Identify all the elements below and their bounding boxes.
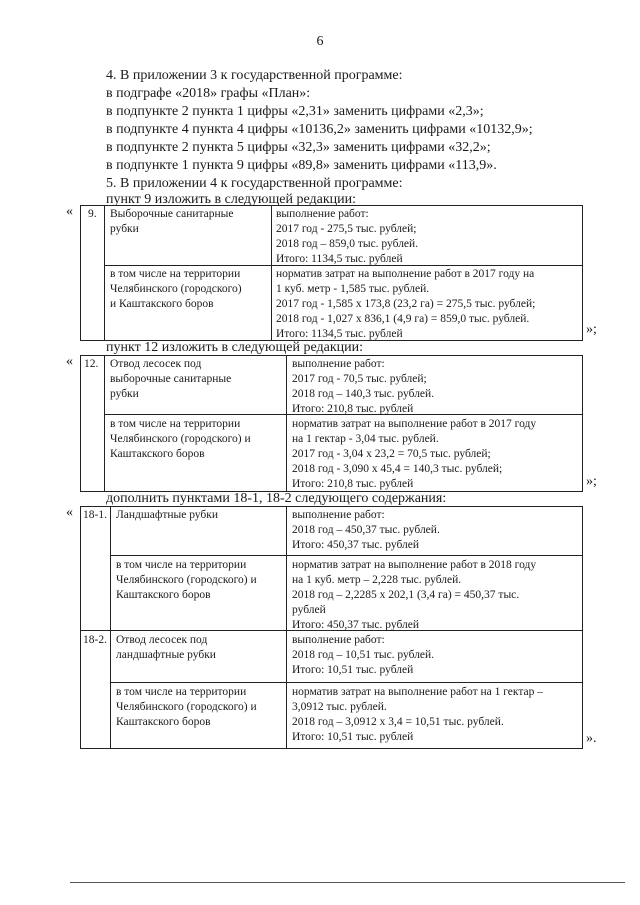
cell-line: 3,0912 тыс. рублей. <box>292 701 387 713</box>
sub-value <box>292 685 543 745</box>
item-number: 18-2. <box>83 634 107 646</box>
item-number: 18-1. <box>83 509 107 521</box>
cell-line: Каштакского боров <box>116 716 211 728</box>
cell-line: Отвод лесосек под <box>110 358 202 370</box>
cell-line: 2018 год – 140,3 тыс. рублей. <box>292 388 435 400</box>
cell-line: рубки <box>110 223 139 235</box>
open-quote: « <box>66 204 73 219</box>
col-divider <box>286 506 287 748</box>
item-name <box>110 357 231 402</box>
sub-name <box>110 417 251 462</box>
sub-name <box>116 558 257 603</box>
item-value <box>292 357 434 417</box>
cell-line: в том числе на территории <box>110 268 241 280</box>
row-divider <box>110 682 582 683</box>
open-quote: « <box>66 505 73 520</box>
cell-line: Каштакского боров <box>116 589 211 601</box>
cell-line: и Каштакского боров <box>110 298 214 310</box>
item-value <box>292 508 440 553</box>
cell-line: Каштакского боров <box>110 448 205 460</box>
cell-line: норматив затрат на выполнение работ в 2017 году на <box>276 268 535 280</box>
sub-value <box>292 558 536 633</box>
paragraph: в подпункте 4 пункта 4 цифры «10136,2» заменить цифрами «10132,9»; <box>106 122 533 137</box>
cell-line: Челябинского (городского) и <box>116 574 257 586</box>
cell-line: Итого: 450,37 тыс. рублей <box>292 619 420 631</box>
cell-line: Отвод лесосек под <box>116 634 208 646</box>
open-quote: « <box>66 354 73 369</box>
col-divider <box>104 205 105 340</box>
page-number: 6 <box>316 34 324 49</box>
cell-line: 2018 год – 10,51 тыс. рублей. <box>292 649 435 661</box>
cell-line: рубки <box>110 388 139 400</box>
item-number: 12. <box>84 358 99 370</box>
cell-line: Ландшафтные рубки <box>116 509 218 521</box>
cell-line: 1 куб. метр - 1,585 тыс. рублей. <box>276 283 430 295</box>
cell-line: Итого: 450,37 тыс. рублей <box>292 539 420 551</box>
item-value <box>292 633 434 678</box>
footer-rule <box>70 882 625 883</box>
cell-line: Челябинского (городского) и <box>110 433 251 445</box>
cell-line: 2018 год – 3,0912 х 3,4 = 10,51 тыс. рублей. <box>292 716 504 728</box>
paragraph: в подпункте 2 пункта 5 цифры «32,3» заменить цифрами «32,2»; <box>106 140 491 155</box>
cell-line: выборочные санитарные <box>110 373 232 385</box>
item-value <box>276 207 418 267</box>
cell-line: Итого: 10,51 тыс. рублей <box>292 664 414 676</box>
paragraph: 4. В приложении 3 к государственной программе: <box>106 68 403 83</box>
cell-line: норматив затрат на выполнение работ в 2017 году <box>292 418 537 430</box>
cell-line: Итого: 210,8 тыс. рублей <box>292 478 414 490</box>
cell-line: 2017 год - 1,585 х 173,8 (23,2 га) = 275,5 тыс. рублей; <box>276 298 536 310</box>
cell-line: 2018 год - 3,090 х 45,4 = 140,3 тыс. рублей; <box>292 463 503 475</box>
item-name <box>110 207 234 237</box>
cell-line: 2017 год - 275,5 тыс. рублей; <box>276 223 417 235</box>
row-divider <box>110 555 582 556</box>
cell-line: 2017 год - 3,04 х 23,2 = 70,5 тыс. рублей; <box>292 448 491 460</box>
cell-line: выполнение работ: <box>292 634 385 646</box>
cell-line: Итого: 10,51 тыс. рублей <box>292 731 414 743</box>
col-divider <box>271 205 272 340</box>
cell-line: Челябинского (городского) и <box>116 701 257 713</box>
cell-line: норматив затрат на выполнение работ в 2018 году <box>292 559 537 571</box>
cell-line: Выборочные санитарные <box>110 208 234 220</box>
sub-name <box>116 685 257 730</box>
cell-line: Челябинского (городского) <box>110 283 242 295</box>
cell-line: 2018 год - 1,027 х 836,1 (4,9 га) = 859,0 тыс. рублей. <box>276 313 530 325</box>
sub-value <box>292 417 536 492</box>
col-divider <box>286 355 287 491</box>
cell-line: Итого: 1134,5 тыс. рублей <box>276 328 403 340</box>
item-number: 9. <box>88 208 97 220</box>
cell-line: 2018 год – 450,37 тыс. рублей. <box>292 524 440 536</box>
cell-line: выполнение работ: <box>292 509 385 521</box>
paragraph: в подпункте 2 пункта 1 цифры «2,31» заменить цифрами «2,3»; <box>106 104 484 119</box>
close-quote: »; <box>586 322 597 337</box>
cell-line: Итого: 210,8 тыс. рублей <box>292 403 414 415</box>
cell-line: рублей <box>292 604 326 616</box>
paragraph: пункт 12 изложить в следующей редакции: <box>106 340 363 355</box>
cell-line: ландшафтные рубки <box>116 649 216 661</box>
paragraph: в подпункте 1 пункта 9 цифры «89,8» заменить цифрами «113,9». <box>106 158 497 173</box>
cell-line: 2018 год – 859,0 тыс. рублей. <box>276 238 419 250</box>
paragraph: пункт 9 изложить в следующей редакции: <box>106 192 356 207</box>
sub-value <box>276 267 535 342</box>
cell-line: 2018 год – 2,2285 х 202,1 (3,4 га) = 450,37 тыс. <box>292 589 520 601</box>
close-quote: »; <box>586 474 597 489</box>
cell-line: в том числе на территории <box>116 686 247 698</box>
cell-line: Итого: 1134,5 тыс. рублей <box>276 253 403 265</box>
cell-line: норматив затрат на выполнение работ на 1 гектар – <box>292 686 543 698</box>
col-divider <box>110 506 111 748</box>
cell-line: 2017 год - 70,5 тыс. рублей; <box>292 373 427 385</box>
paragraph: в подграфе «2018» графы «План»: <box>106 86 311 101</box>
cell-line: в том числе на территории <box>110 418 241 430</box>
cell-line: на 1 гектар - 3,04 тыс. рублей. <box>292 433 439 445</box>
cell-line: выполнение работ: <box>276 208 369 220</box>
paragraph: дополнить пунктами 18-1, 18-2 следующего содержания: <box>106 491 447 506</box>
item-name <box>116 508 218 523</box>
cell-line: выполнение работ: <box>292 358 385 370</box>
cell-line: в том числе на территории <box>116 559 247 571</box>
cell-line: на 1 куб. метр – 2,228 тыс. рублей. <box>292 574 462 586</box>
close-quote: ». <box>586 731 597 746</box>
sub-name <box>110 267 242 312</box>
paragraph: 5. В приложении 4 к государственной программе: <box>106 176 403 191</box>
col-divider <box>104 355 105 491</box>
item-name <box>116 633 216 663</box>
